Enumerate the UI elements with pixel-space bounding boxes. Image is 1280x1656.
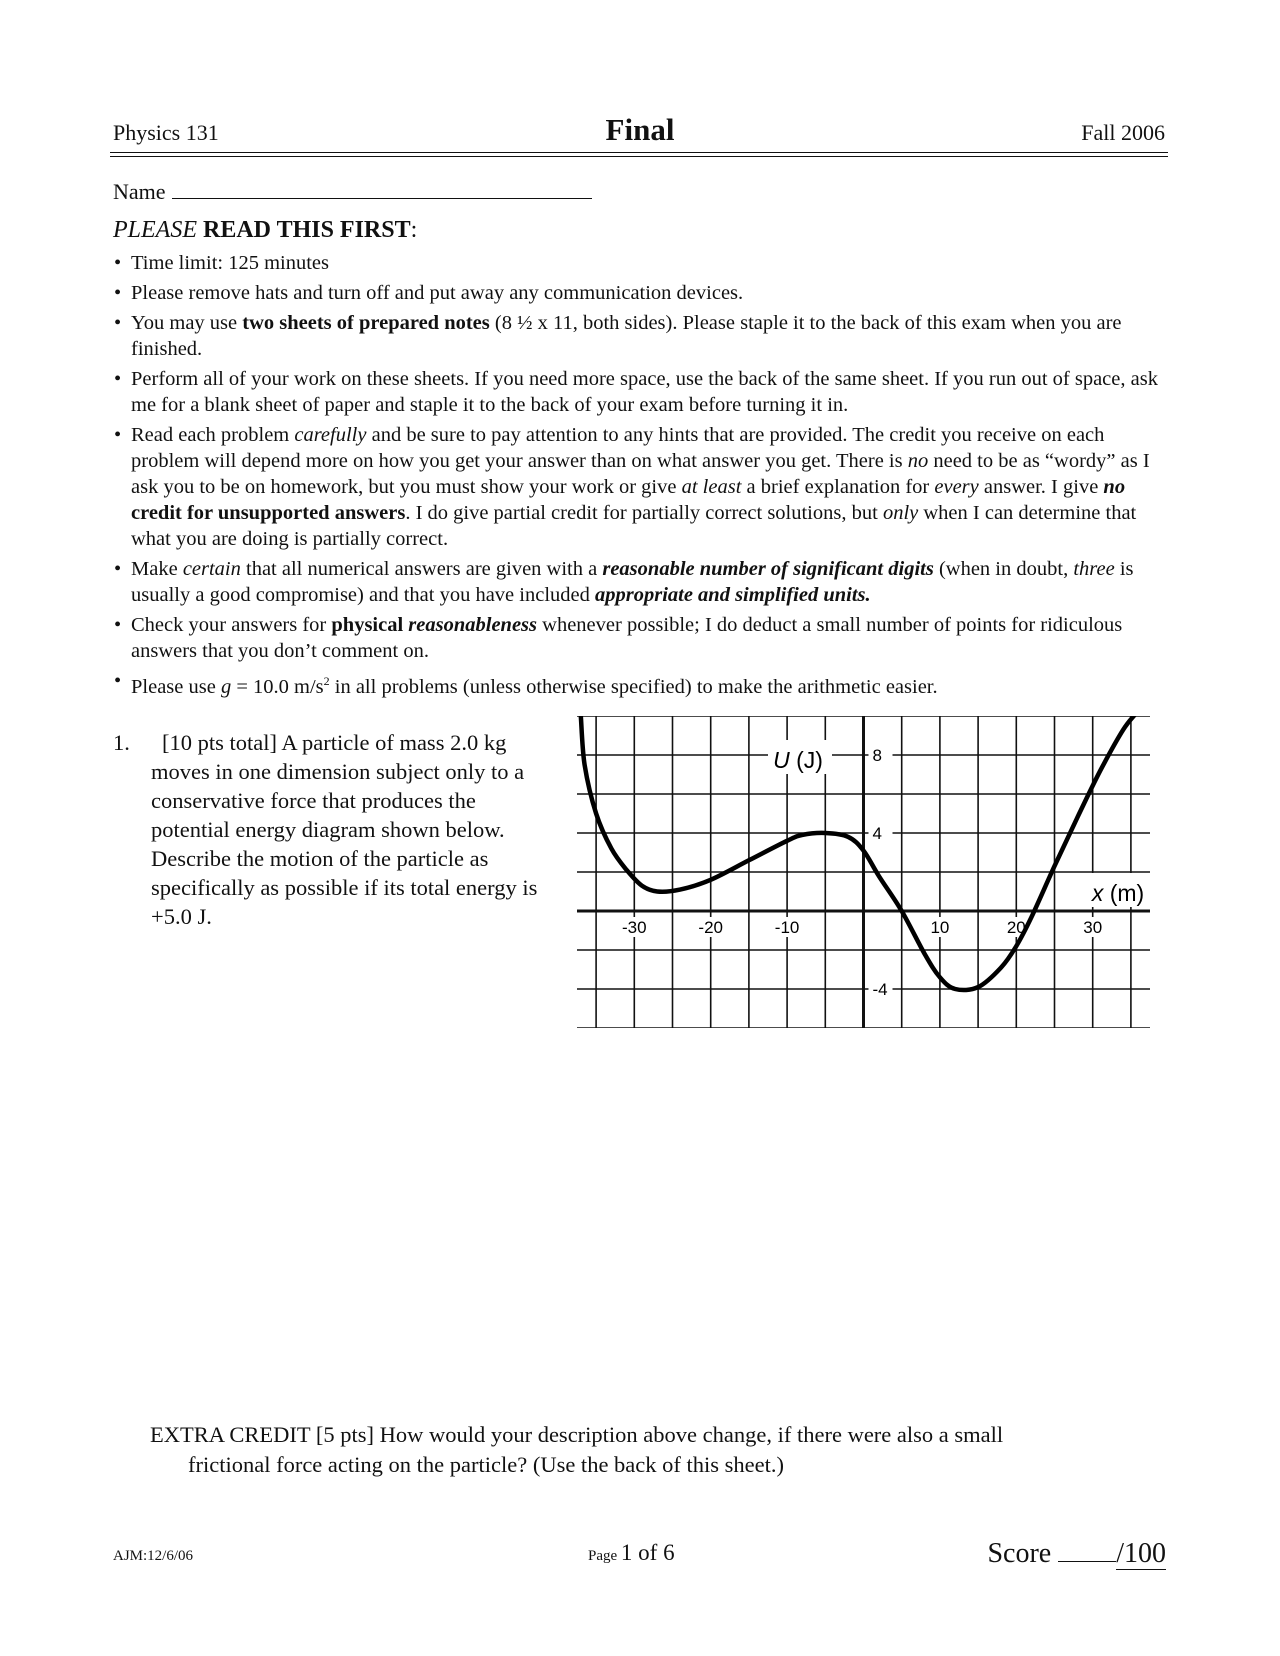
version-stamp: AJM:12/6/06 [113, 1548, 194, 1564]
rule-emphasis: no [1103, 476, 1126, 498]
read-first-colon: : [410, 217, 418, 243]
rule-emphasis: physical [331, 614, 409, 636]
rule-emphasis: appropriate and simplified units. [594, 584, 871, 606]
rule-text: Please remove hats and turn off and put away any communication devices. [131, 282, 744, 304]
x-tick-label: -10 [774, 918, 800, 937]
rule-text: Make [131, 558, 183, 580]
score-denominator: /100 [1116, 1538, 1166, 1569]
rule-text: Read each problem [131, 424, 295, 446]
score-label: Score [987, 1538, 1059, 1569]
rule-item: • You may use two sheets of prepared notes (8 ½ x 11, both sides). Please staple it to the back of this exam when you are finished. [114, 312, 1122, 360]
rule-text: whenever possible; I do deduct a small number of points for ridiculous answers that you don’t comment on. [131, 614, 1123, 662]
rule-emphasis: three [1073, 558, 1115, 580]
y-tick-label: -4 [872, 980, 888, 999]
rule-text: . I do give partial credit for partially correct solutions, but [405, 502, 883, 524]
rule-emphasis: every [934, 476, 979, 498]
rule-emphasis: credit for unsupported answers [131, 502, 406, 524]
superscript: 2 [323, 674, 330, 688]
rule-text: Please use [131, 675, 221, 698]
extra-credit [150, 1420, 1150, 1480]
y-axis-variable: U [773, 747, 790, 773]
please-word: PLEASE [113, 217, 197, 243]
x-axis-label [1091, 880, 1144, 906]
rule-text: in all problems (unless otherwise specified) to make the arithmetic easier. [329, 675, 938, 698]
exam-title: Final [605, 112, 675, 147]
x-tick-label: 20 [1006, 918, 1026, 937]
y-tick-label: 8 [872, 746, 882, 765]
rule-item: • Make certain that all numerical answers are given with a reasonable number of significant digits (when in doubt, three is usually a good compromise) and that you have included appropriate and simplified units. [114, 558, 1134, 606]
rule-text: = 10.0 m/s [231, 675, 324, 698]
rule-emphasis: no [907, 450, 929, 472]
rule-emphasis: g [220, 675, 232, 698]
x-tick-label: -20 [698, 918, 723, 937]
score-box [987, 1537, 1166, 1570]
instructions-list [110, 250, 1172, 704]
x-tick-label: 30 [1083, 918, 1103, 937]
read-first-text: READ THIS FIRST [197, 217, 411, 243]
rule-text: Perform all of your work on these sheets. If you need more space, use the back of the same sheet. If you run out of space, ask me for a blank sheet of paper and staple it to the back of your exam before turning it in. [131, 368, 1158, 416]
y-tick-label: 4 [872, 824, 882, 843]
rule-text: answer. I give [978, 476, 1104, 498]
rule-text: (8 ½ x 11, both sides). Please staple it to the back of this exam when you are finished. [131, 312, 1122, 360]
page-indicator [588, 1540, 675, 1566]
question-1 [113, 728, 553, 931]
rule-item: • Check your answers for physical reasonableness whenever possible; I do deduct a small number of points for ridiculous answers that you don’t comment on. [114, 614, 1123, 662]
rule-emphasis: at least [681, 476, 742, 498]
name-blank[interactable] [172, 178, 592, 199]
course-name: Physics 131 [113, 120, 219, 145]
rule-text: You may use [131, 312, 243, 334]
question-text: [10 pts total] A particle of mass 2.0 kg moves in one dimension subject only to a conservative force that produces the potential energy diagram shown below. Describe the motion of the particle as specifically as possible if its total energy is +5.0 J. [151, 730, 538, 929]
rule-emphasis: only [882, 502, 919, 524]
rule-text: Check your answers for [131, 614, 332, 636]
x-axis-variable: x [1091, 880, 1104, 906]
rule-text: (when in doubt, [933, 558, 1074, 580]
header-rule-double [110, 156, 1168, 157]
rule-text: and be sure to pay attention to any hints that are provided. The credit you receive on each problem will depend more on how you get your answer than on what answer you get. There is [131, 424, 1105, 472]
x-tick-label: 10 [930, 918, 950, 937]
x-tick-label: -30 [622, 918, 647, 937]
rule-emphasis: reasonableness [408, 614, 538, 636]
page-number: 1 of 6 [620, 1540, 675, 1565]
page-word: Page [588, 1548, 621, 1564]
term: Fall 2006 [1081, 120, 1165, 145]
rule-item: • Perform all of your work on these sheets. If you need more space, use the back of the same sheet. If you run out of space, ask me for a blank sheet of paper and staple it to the back of your exam before turning it in. [114, 368, 1158, 416]
header-rule [110, 152, 1168, 153]
rule-text: that all numerical answers are given with a [240, 558, 603, 580]
rule-item: • Time limit: 125 minutes [114, 252, 330, 274]
question-number: 1. [113, 730, 130, 755]
potential-energy-chart [577, 716, 1150, 1028]
extra-credit-line: EXTRA CREDIT [5 pts] How would your description above change, if there were also a small [150, 1422, 1004, 1447]
read-first-heading [113, 217, 417, 244]
extra-credit-line: frictional force acting on the particle? (Use the back of this sheet.) [188, 1452, 784, 1477]
rule-text: when I can determine that what you are doing is partially correct. [131, 502, 1137, 550]
rule-text: a brief explanation for [741, 476, 935, 498]
x-axis-unit: (m) [1103, 880, 1145, 906]
y-axis-unit: (J) [789, 747, 823, 773]
rule-emphasis: certain [182, 558, 241, 580]
rule-text: is usually a good compromise) and that you have included [131, 558, 1134, 606]
score-blank[interactable] [1058, 1537, 1116, 1562]
rule-emphasis: reasonable number of significant digits [602, 558, 934, 580]
rule-item: • Read each problem carefully and be sure to pay attention to any hints that are provided. The credit you receive on each problem will depend more on how you get your answer than on what answer you get. There is no need to be as “wordy” as I ask you to be on homework, but you must show your work or give at least a brief explanation for every answer. I give no credit for unsupported answers. I do give partial credit for partially correct solutions, but only when I can determine that what you are doing is partially correct. [114, 424, 1150, 550]
rule-emphasis: two sheets of prepared notes [242, 312, 490, 334]
rule-item: • Please use g = 10.0 $m/s^2$ in all problems (unless otherwise specified) to make the arithmetic easier. [114, 670, 938, 698]
rule-item: • Please remove hats and turn off and put away any communication devices. [114, 282, 744, 304]
rule-emphasis: carefully [294, 424, 367, 446]
rule-text: need to be as “wordy” as I ask you to be on homework, but you must show your work or give [131, 450, 1150, 498]
y-axis-label [773, 747, 823, 773]
rule-text: Time limit: 125 minutes [131, 252, 330, 274]
name-row [113, 178, 592, 205]
name-label: Name [113, 179, 166, 204]
